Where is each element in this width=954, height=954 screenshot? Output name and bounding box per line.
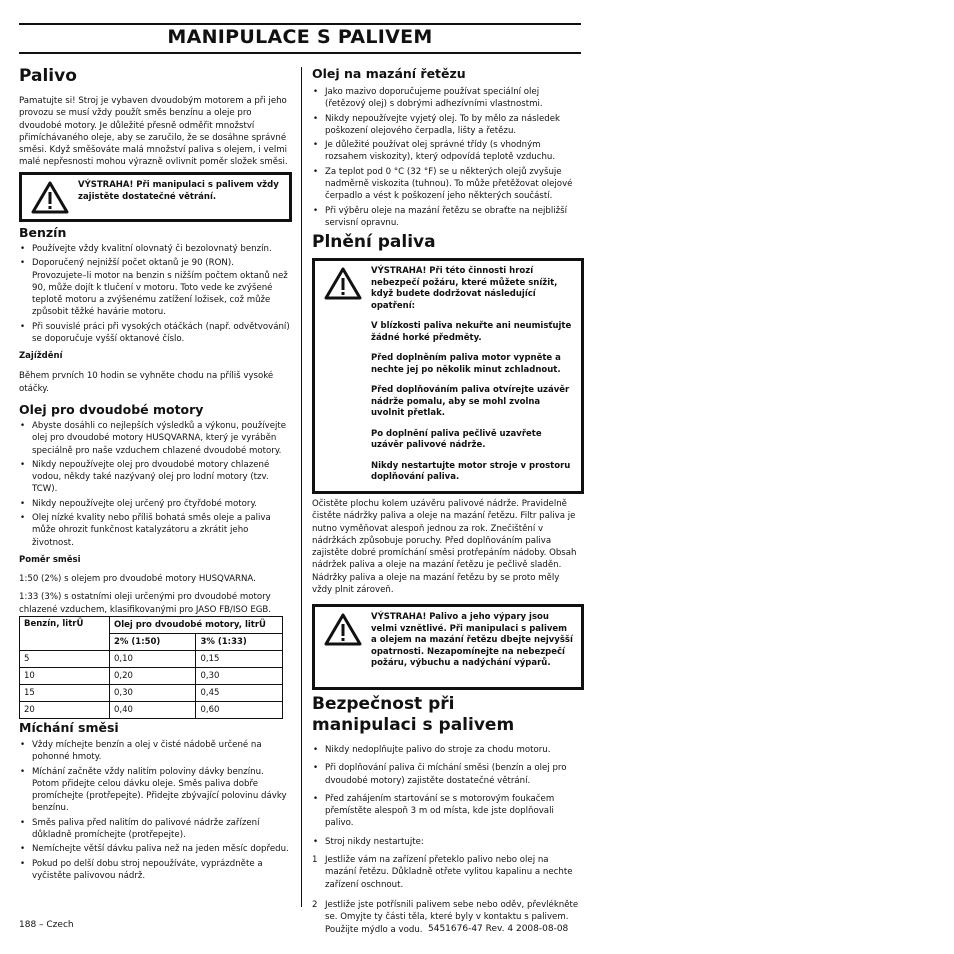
title-rule (19, 52, 581, 54)
left-column-lower (19, 225, 291, 616)
list-item: • Při souvislé práci při vysokých otáčkách (např. odvětvování) se doporučuje vyšší oktanové číslo. (19, 321, 291, 346)
table-header-row (20, 617, 283, 634)
warning-text: Nikdy nestartujte motor stroje v prostoru doplňování paliva. (371, 460, 571, 482)
warning-text: Po doplnění paliva pečlivě uzavřete uzávěr palivové nádrže. (371, 428, 542, 450)
list-item: • Nikdy nepoužívejte olej určený pro čtyřdobé motory. (19, 498, 291, 510)
bezpecnost-list (312, 744, 582, 848)
column-divider (301, 67, 302, 907)
plneni-heading: Plnění paliva (312, 232, 436, 252)
michani-heading: Míchání směsi (19, 720, 119, 735)
table-header-cell: 2% (1:50) (110, 634, 196, 651)
list-item: • Nikdy nepoužívejte vyjetý olej. To by mělo za následek poškození olejového čerpadla, lišty a řetězu. (312, 113, 582, 138)
warning-box-fire (312, 258, 584, 494)
list-item: • Abyste dosáhli co nejlepších výsledků a výkonu, používejte olej pro dvoudobé motory HUSQVARNA, který je vyráběn speciálně pro naše vzduchem chlazené dvoudobé motory. (19, 420, 291, 457)
list-item: • Pokud po delší dobu stroj nepoužíváte, vyprázdněte a vyčistěte palivovou nádrž. (19, 858, 291, 883)
benzin-list (19, 243, 291, 345)
table-cell: 20 (20, 702, 110, 719)
page-number: 188 – Czech (19, 920, 74, 930)
table-cell: 0,10 (110, 651, 196, 668)
table-header-cell: Benzín, litrÜ (20, 617, 110, 651)
zajizdeni-heading: Zajíždění (19, 351, 63, 362)
table-cell: 5 (20, 651, 110, 668)
list-item: • Před zahájením startování se s motorovým foukačem přemístěte alespoň 3 m od místa, kde jste doplňovali palivo. (312, 793, 582, 830)
item-number: 2 (312, 899, 318, 910)
benzin-heading: Benzín (19, 225, 67, 240)
warning-triangle-icon (22, 175, 78, 219)
document-code: 5451676-47 Rev. 4 2008-08-08 (428, 924, 569, 934)
warning-text: Před doplňováním paliva otvírejte uzávěr nádrže pomalu, aby se mohl zvolna uvolnit přetlak. (371, 385, 570, 418)
numbered-item (312, 854, 582, 891)
list-item: • Nikdy nepoužívejte olej pro dvoudobé motory chlazené vodou, někdy také nazývaný olej pro lodní motory (tzv. TCW). (19, 459, 291, 496)
warning-text: V blízkosti paliva nekuřte ani neumisťujte žádné horké předměty. (371, 321, 572, 343)
michani-list (19, 739, 291, 882)
list-item: • Jako mazivo doporučujeme používat speciální olej (řetězový olej) s dobrými adhezívními vlastnostmi. (312, 86, 582, 111)
olej-retez-heading: Olej na mazání řetězu (312, 66, 466, 81)
table-header-cell: 3% (1:33) (196, 634, 283, 651)
table-cell: 0,20 (110, 668, 196, 685)
table-cell: 0,40 (110, 702, 196, 719)
warning-triangle-icon (315, 261, 371, 491)
pomer-line2: 1:33 (3%) s ostatními oleji určenými pro dvoudobé motory chlazené vzduchem, klasifikovanými pro JASO FB/ISO EGB. (19, 592, 272, 615)
list-item: • Olej nízké kvality nebo příliš bohatá směs oleje a paliva může ohrozit funkčnost katalyzátoru a zkrátit jeho životnost. (19, 512, 291, 549)
fuel-mix-table (19, 616, 283, 719)
table-header-cell: Olej pro dvoudobé motory, litrÜ (110, 617, 283, 634)
item-number: 1 (312, 855, 318, 866)
bezpecnost-heading: Bezpečnost při manipulaci s palivem (312, 694, 515, 735)
table-row (20, 668, 283, 685)
table-row (20, 685, 283, 702)
zajizdeni-text: Během prvních 10 hodin se vyhněte chodu na příliš vysoké otáčky. (19, 371, 274, 394)
table-cell: 15 (20, 685, 110, 702)
list-item: • Vždy míchejte benzín a olej v čisté nádobě určené na pohonné hmoty. (19, 739, 291, 764)
table-cell: 0,15 (196, 651, 283, 668)
table-cell: 0,30 (196, 668, 283, 685)
pomer-heading: Poměr směsi (19, 554, 81, 565)
list-item: • Směs paliva před nalitím do palivové nádrže zařízení důkladně promíchejte (protřepejte). (19, 817, 291, 842)
table-cell: 0,60 (196, 702, 283, 719)
warning-text: Před doplněním paliva motor vypněte a nechte jej po několik minut zchladnout. (371, 353, 561, 375)
table-cell: 0,45 (196, 685, 283, 702)
table-cell: 10 (20, 668, 110, 685)
top-rule (19, 23, 581, 25)
warning-text: VÝSTRAHA! Palivo a jeho výpary jsou velmi vznětlivé. Při manipulaci s palivem a olejem na mazání řetězu dbejte nejvyšší opatrnosti. Nezapomínejte na nebezpečí požáru, výbuchu a nadýchání výparů. (371, 612, 573, 668)
right-column (312, 66, 582, 231)
list-item: • Při výběru oleje na mazání řetězu se obraťte na nejbližší servisní opravnu. (312, 205, 582, 230)
palivo-heading: Palivo (19, 66, 77, 86)
warning-triangle-icon (315, 607, 371, 687)
olej2t-heading: Olej pro dvoudobé motory (19, 401, 204, 417)
item-text: Jestliže vám na zařízení přeteklo palivo nebo olej na mazání řetězu. Důkladně otřete vylitou kapalinu a nechte zařízení oschnout. (325, 855, 573, 890)
list-item: • Nemíchejte větší dávku paliva než na jeden měsíc dopředu. (19, 843, 291, 855)
list-item: • Používejte vždy kvalitní olovnatý či bezolovnatý benzín. (19, 243, 291, 255)
list-item: • Stroj nikdy nestartujte: (312, 836, 582, 848)
warning-text: VÝSTRAHA! Při této činnosti hrozí nebezpečí požáru, které můžete snížit, když budete dodržovat následující opatření: (371, 266, 558, 311)
warning-box-vapors (312, 604, 584, 690)
table-row (20, 651, 283, 668)
list-item: • Je důležité používat olej správné třídy (s vhodným rozsahem viskozity), který odpovídá teplotě vzduchu. (312, 139, 582, 164)
table-row (20, 702, 283, 719)
pomer-line1: 1:50 (2%) s olejem pro dvoudobé motory HUSQVARNA. (19, 573, 256, 584)
olej2t-list (19, 420, 291, 549)
palivo-text: Pamatujte si! Stroj je vybaven dvoudobým motorem a při jeho provozu se musí vždy použít směs benzínu a oleje pro dvoudobé motory. Je důležité přesně odměřit množství přimíchávaného oleje, aby se zaručilo, že se dosáhne správné směsi. Když směšováte malá množství paliva s olejem, i velmi malé nepřesnosti mohou výrazně ovlivnit poměr složek směsi. (19, 96, 288, 168)
list-item: • Doporučený nejnižší počet oktanů je 90 (RON). Provozujete–li motor na benzin s nižším počtem oktanů než 90, může dojít k tlučení v motoru. Toto vede ke zvýšené teplotě motoru a zvýšenému zatížení ložisek, což může způsobit těžké havárie motoru. (19, 257, 291, 318)
warning-text: VÝSTRAHA! Při manipulaci s palivem vždy zajistěte dostatečné větrání. (78, 180, 279, 202)
item-text: Jestliže jste potřísnili palivem sebe nebo oděv, převlékněte se. Omyjte ty části těla, které byly v kontaktu s palivem. Použijte mýdlo a vodu. (325, 899, 579, 935)
list-item: • Za teplot pod 0 °C (32 °F) se u některých olejů zvyšuje nadměrně viskozita (tuhnou). To může přetěžovat olejové čerpadlo a vést k poškození jeho některých součástí. (312, 166, 582, 203)
page-title: MANIPULACE S PALIVEM (167, 26, 433, 48)
table-cell: 0,30 (110, 685, 196, 702)
bezpecnost-section (312, 694, 582, 944)
olej-retez-list (312, 86, 582, 229)
warning-box-ventilation (19, 172, 292, 222)
list-item: • Nikdy nedoplňujte palivo do stroje za chodu motoru. (312, 744, 582, 756)
list-item: • Při doplňování paliva či míchání směsi (benzín a olej pro dvoudobé motory) zajistěte dostatečné větrání. (312, 762, 582, 787)
left-column (19, 66, 289, 169)
plneni-text: Očistěte plochu kolem uzávěru palivové nádrže. Pravidelně čistěte nádržky paliva a oleje na mazání řetězu. Filtr paliva je nutno vyměňovat alespoň jednou za rok. Znečištění v nádržkách způsobuje poruchy. Před doplňováním paliva zajistěte dobré promíchání směsi protřepáním nádoby. Obsah nádržek paliva a oleje na mazání řetězu je pečlivě sladěn. Nádržky paliva a oleje na mazání řetězu by se proto měly vždy plnit zároveň. (312, 499, 577, 596)
list-item: • Míchání začněte vždy nalitím poloviny dávky benzínu. Potom přidejte celou dávku oleje. Směs paliva dobře promíchejte (protřepejte). Přidejte zbývající polovinu dávky benzínu. (19, 766, 291, 815)
michani-section (19, 720, 291, 884)
